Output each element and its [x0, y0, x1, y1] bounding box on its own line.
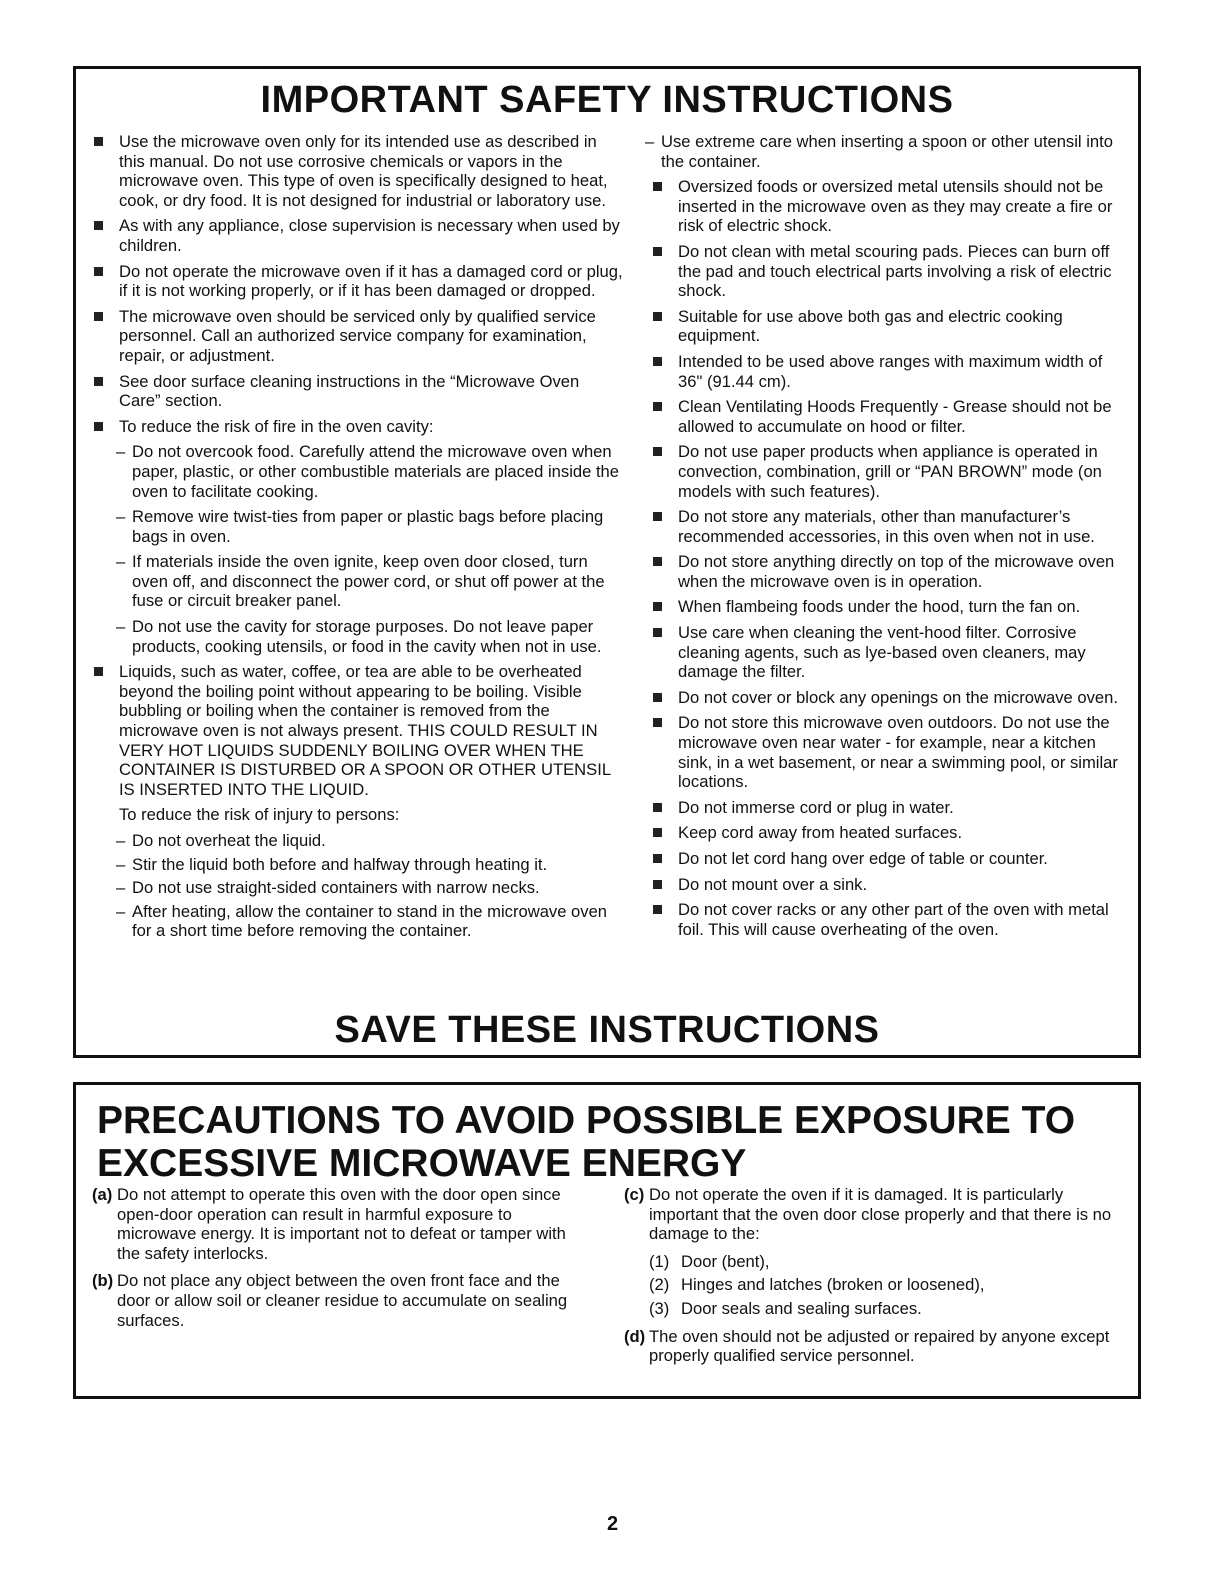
precaution-item-b: (b) Do not place any object between the oven front face and the door or allow soil or cleaner residue to accumulate on sealing surfaces. — [92, 1271, 568, 1330]
dash-icon: – — [116, 552, 126, 572]
square-bullet-icon — [653, 854, 662, 863]
list-item: Do not store any materials, other than manufacturer’s recommended accessories, in this oven when not in use. — [645, 507, 1125, 546]
dash-icon: – — [116, 617, 126, 637]
list-item: Suitable for use above both gas and electric cooking equipment. — [645, 307, 1125, 346]
sub-list-item: – Do not overcook food. Carefully attend the microwave oven when paper, plastic, or other combustible materials are placed inside the oven to facilitate cooking. — [116, 442, 620, 501]
list-item: Oversized foods or oversized metal utensils should not be inserted in the microwave oven as they may create a fire or risk of electric shock. — [645, 177, 1125, 236]
square-bullet-icon — [653, 828, 662, 837]
square-bullet-icon — [653, 357, 662, 366]
square-bullet-icon — [653, 628, 662, 637]
list-item: To reduce the risk of fire in the oven cavity: — [86, 417, 624, 437]
dash-icon: – — [645, 132, 655, 151]
square-bullet-icon — [653, 905, 662, 914]
sub-list-item: – After heating, allow the container to stand in the microwave oven for a short time before removing the container. — [116, 901, 608, 941]
square-bullet-icon — [653, 447, 662, 456]
damage-list — [624, 1252, 1124, 1319]
list-item: See door surface cleaning instructions in the “Microwave Oven Care” section. — [86, 372, 624, 411]
precaution-item-d: (d) The oven should not be adjusted or repaired by anyone except properly qualified service personnel. — [624, 1326, 1110, 1366]
safety-title: IMPORTANT SAFETY INSTRUCTIONS — [260, 79, 954, 121]
list-item: Use care when cleaning the vent-hood filter. Corrosive cleaning agents, such as lye-based oven cleaners, may damage the filter. — [645, 623, 1125, 682]
safety-left-column — [86, 132, 624, 945]
square-bullet-icon — [653, 512, 662, 521]
list-item: Use the microwave oven only for its intended use as described in this manual. Do not use corrosive chemicals or vapors in the microwave oven. This type of oven is specifically designed to heat, cook, or dry food. It is not designed for industrial or laboratory use. — [86, 132, 624, 210]
square-bullet-icon — [94, 137, 103, 146]
precautions-title-line1: PRECAUTIONS TO AVOID POSSIBLE EXPOSURE TO — [97, 1099, 1076, 1142]
list-item: Do not operate the microwave oven if it has a damaged cord or plug, if it is not working properly, or if it has been damaged or dropped. — [86, 262, 624, 301]
precaution-item-c: (c) Do not operate the oven if it is damaged. It is particularly important that the oven door close properly and that there is no damage to the: — [624, 1185, 1112, 1244]
list-item: Do not store anything directly on top of the microwave oven when the microwave oven is in operation. — [645, 552, 1125, 591]
damage-list-item: (1) Door (bent), — [649, 1251, 770, 1271]
sub-list-item: – If materials inside the oven ignite, keep oven door closed, turn oven off, and disconnect the power cord, or shut off power at the fuse or circuit breaker panel. — [116, 552, 605, 611]
list-item: The microwave oven should be serviced only by qualified service personnel. Call an authorized service company for examination, repair, or adjustment. — [86, 307, 624, 366]
dash-icon: – — [116, 854, 126, 874]
sub-list-item: – Do not overheat the liquid. — [116, 831, 326, 850]
square-bullet-icon — [94, 667, 103, 676]
precautions-box — [73, 1082, 1141, 1399]
precaution-item-a: (a) Do not attempt to operate this oven with the door open since open-door operation can result in harmful exposure to microwave energy. It is important not to defeat or tamper with the safety interlocks. — [92, 1185, 566, 1263]
list-item: Do not use paper products when appliance is operated in convection, combination, grill or “PAN BROWN” mode (on models with such features). — [645, 442, 1125, 501]
damage-list-item: (2) Hinges and latches (broken or loosened), — [649, 1275, 985, 1295]
dash-icon: – — [116, 442, 126, 462]
square-bullet-icon — [653, 247, 662, 256]
page-number: 2 — [606, 1513, 619, 1535]
list-item: When flambeing foods under the hood, turn the fan on. — [645, 597, 1125, 617]
precautions-title-line2: EXCESSIVE MICROWAVE ENERGY — [97, 1142, 747, 1185]
dash-icon: – — [116, 878, 126, 898]
square-bullet-icon — [653, 312, 662, 321]
precautions-left-column — [92, 1185, 592, 1338]
list-item: Do not clean with metal scouring pads. Pieces can burn off the pad and touch electrical parts involving a risk of electric shock. — [645, 242, 1125, 301]
square-bullet-icon — [94, 422, 103, 431]
list-item: Clean Ventilating Hoods Frequently - Grease should not be allowed to accumulate on hood or filter. — [645, 397, 1125, 436]
save-instructions-title: SAVE THESE INSTRUCTIONS — [334, 1009, 880, 1051]
square-bullet-icon — [653, 693, 662, 702]
list-item: Do not cover racks or any other part of the oven with metal foil. This will cause overheating of the oven. — [645, 900, 1125, 939]
square-bullet-icon — [94, 221, 103, 230]
square-bullet-icon — [94, 377, 103, 386]
sub-list-item: – Use extreme care when inserting a spoon or other utensil into the container. — [645, 132, 1113, 171]
list-item: Do not cover or block any openings on the microwave oven. — [645, 688, 1125, 708]
list-item: Do not let cord hang over edge of table or counter. — [645, 849, 1125, 869]
list-item: Do not store this microwave oven outdoors. Do not use the microwave oven near water - for example, near a kitchen sink, in a wet basement, or near a swimming pool, or similar locations. — [645, 713, 1125, 791]
injury-intro: To reduce the risk of injury to persons: — [119, 805, 400, 825]
list-item: Liquids, such as water, coffee, or tea are able to be overheated beyond the boiling point without appearing to be boiling. Visible bubbling or boiling when the container is removed from the microwave oven is not always present. THIS COULD RESULT IN VERY HOT LIQUIDS SUDDENLY BOILING OVER WHEN THE CONTAINER IS DISTURBED OR A SPOON OR OTHER UTENSIL IS INSERTED INTO THE LIQUID. — [86, 662, 624, 799]
dash-icon: – — [116, 831, 126, 850]
precautions-title — [97, 1099, 1117, 1185]
list-item: Keep cord away from heated surfaces. — [645, 823, 1125, 843]
square-bullet-icon — [94, 267, 103, 276]
list-item: Do not mount over a sink. — [645, 875, 1125, 895]
square-bullet-icon — [94, 312, 103, 321]
damage-list-item: (3) Door seals and sealing surfaces. — [649, 1298, 922, 1318]
list-item: As with any appliance, close supervision is necessary when used by children. — [86, 216, 624, 255]
sub-list-item: – Do not use straight-sided containers with narrow necks. — [116, 878, 540, 898]
square-bullet-icon — [653, 803, 662, 812]
sub-list-item: – Remove wire twist-ties from paper or plastic bags before placing bags in oven. — [116, 507, 604, 546]
safety-right-column — [645, 132, 1125, 945]
list-item: Do not immerse cord or plug in water. — [645, 798, 1125, 818]
square-bullet-icon — [653, 402, 662, 411]
list-item: Intended to be used above ranges with maximum width of 36" (91.44 cm). — [645, 352, 1125, 391]
sub-list-item: – Do not use the cavity for storage purposes. Do not leave paper products, cooking utensils, or food in the cavity when not in use. — [116, 617, 602, 656]
dash-icon: – — [116, 901, 126, 921]
dash-icon: – — [116, 507, 126, 527]
square-bullet-icon — [653, 602, 662, 611]
square-bullet-icon — [653, 557, 662, 566]
precautions-right-column — [624, 1185, 1124, 1374]
sub-list-item: – Stir the liquid both before and halfway through heating it. — [116, 854, 548, 874]
safety-instructions-box — [73, 66, 1141, 1058]
square-bullet-icon — [653, 182, 662, 191]
square-bullet-icon — [653, 718, 662, 727]
square-bullet-icon — [653, 880, 662, 889]
